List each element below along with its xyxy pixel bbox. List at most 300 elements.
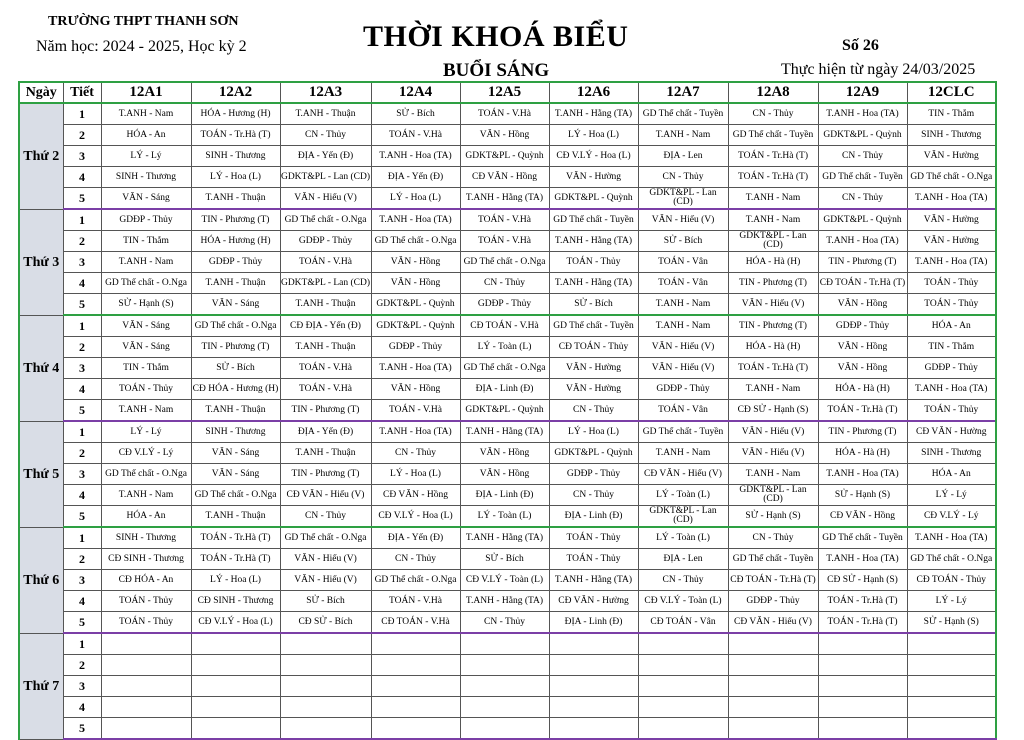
lesson-cell: VĂN - Hường bbox=[907, 231, 996, 252]
lesson-cell: T.ANH - Hoa (TA) bbox=[907, 252, 996, 273]
lesson-cell: VĂN - Sáng bbox=[191, 294, 280, 316]
lesson-cell: CĐ HÓA - An bbox=[101, 570, 191, 591]
lesson-cell: T.ANH - Thuận bbox=[280, 294, 371, 316]
lesson-cell: TOÁN - Thủy bbox=[907, 273, 996, 294]
table-row bbox=[19, 294, 996, 316]
lesson-cell: T.ANH - Nam bbox=[638, 125, 728, 146]
lesson-cell: TOÁN - Tr.Hà (T) bbox=[818, 400, 907, 422]
lesson-cell: T.ANH - Thuận bbox=[191, 506, 280, 528]
table-row bbox=[19, 527, 996, 549]
lesson-cell: CĐ V.LÝ - Lý bbox=[101, 443, 191, 464]
lesson-cell bbox=[818, 633, 907, 655]
lesson-cell: TOÁN - Vân bbox=[638, 400, 728, 422]
lesson-cell: T.ANH - Hằng (TA) bbox=[460, 591, 549, 612]
lesson-cell: GDKT&PL - Quỳnh bbox=[460, 146, 549, 167]
lesson-cell bbox=[549, 718, 638, 740]
lesson-cell bbox=[638, 633, 728, 655]
lesson-cell bbox=[638, 718, 728, 740]
lesson-cell: VĂN - Hường bbox=[907, 146, 996, 167]
lesson-cell: SỬ - Bích bbox=[371, 103, 460, 125]
table-row bbox=[19, 718, 996, 740]
lesson-cell: LÝ - Lý bbox=[101, 421, 191, 443]
lesson-cell: CĐ V.LÝ - Hoa (L) bbox=[371, 506, 460, 528]
lesson-cell: TOÁN - V.Hà bbox=[460, 103, 549, 125]
table-row bbox=[19, 506, 996, 528]
lesson-cell bbox=[549, 633, 638, 655]
day-label: Thứ 3 bbox=[19, 209, 63, 315]
lesson-cell: GDKT&PL - Lan (CD) bbox=[280, 167, 371, 188]
school-year: Năm học: 2024 - 2025, Học kỳ 2 bbox=[36, 38, 247, 55]
lesson-cell: SINH - Thương bbox=[101, 167, 191, 188]
table-row bbox=[19, 421, 996, 443]
table-row bbox=[19, 188, 996, 210]
lesson-cell: TOÁN - Thủy bbox=[549, 252, 638, 273]
lesson-cell: GDKT&PL - Quỳnh bbox=[371, 315, 460, 337]
class-header: 12A3 bbox=[280, 82, 371, 103]
lesson-cell: VĂN - Hồng bbox=[371, 379, 460, 400]
lesson-cell bbox=[818, 655, 907, 676]
lesson-cell: HÓA - Hà (H) bbox=[728, 337, 818, 358]
lesson-cell: GDĐP - Thủy bbox=[638, 379, 728, 400]
lesson-cell: GD Thể chất - Tuyền bbox=[728, 549, 818, 570]
lesson-cell bbox=[728, 718, 818, 740]
lesson-cell bbox=[191, 697, 280, 718]
lesson-cell: HÓA - Hà (H) bbox=[818, 379, 907, 400]
lesson-cell: HÓA - Hương (H) bbox=[191, 231, 280, 252]
lesson-cell: SỬ - Bích bbox=[460, 549, 549, 570]
lesson-cell: TIN - Thắm bbox=[101, 231, 191, 252]
lesson-cell: SỬ - Bích bbox=[280, 591, 371, 612]
lesson-cell: GD Thể chất - O.Nga bbox=[101, 273, 191, 294]
lesson-cell: VĂN - Hiếu (V) bbox=[638, 209, 728, 231]
period-number: 1 bbox=[63, 421, 101, 443]
lesson-cell: T.ANH - Nam bbox=[101, 485, 191, 506]
lesson-cell bbox=[460, 633, 549, 655]
lesson-cell: CN - Thủy bbox=[818, 188, 907, 210]
lesson-cell: CĐ HÓA - Hương (H) bbox=[191, 379, 280, 400]
class-header: 12A4 bbox=[371, 82, 460, 103]
lesson-cell: ĐỊA - Linh (Đ) bbox=[549, 506, 638, 528]
lesson-cell: SỬ - Hạnh (S) bbox=[101, 294, 191, 316]
lesson-cell: VĂN - Hường bbox=[549, 358, 638, 379]
lesson-cell bbox=[549, 676, 638, 697]
lesson-cell: TIN - Thắm bbox=[907, 103, 996, 125]
lesson-cell bbox=[191, 633, 280, 655]
lesson-cell: GDKT&PL - Quỳnh bbox=[818, 209, 907, 231]
lesson-cell: CĐ SỬ - Hạnh (S) bbox=[818, 570, 907, 591]
lesson-cell: T.ANH - Hoa (TA) bbox=[818, 464, 907, 485]
period-number: 4 bbox=[63, 167, 101, 188]
table-row bbox=[19, 443, 996, 464]
lesson-cell: VĂN - Hồng bbox=[371, 252, 460, 273]
lesson-cell bbox=[101, 676, 191, 697]
lesson-cell: CĐ VĂN - Hồng bbox=[818, 506, 907, 528]
lesson-cell: CN - Thủy bbox=[371, 443, 460, 464]
lesson-cell bbox=[460, 676, 549, 697]
lesson-cell: T.ANH - Hằng (TA) bbox=[460, 188, 549, 210]
lesson-cell: TIN - Phương (T) bbox=[818, 421, 907, 443]
lesson-cell: LÝ - Hoa (L) bbox=[371, 188, 460, 210]
lesson-cell bbox=[638, 697, 728, 718]
lesson-cell: VĂN - Hiếu (V) bbox=[280, 188, 371, 210]
lesson-cell bbox=[371, 697, 460, 718]
lesson-cell: VĂN - Sáng bbox=[191, 464, 280, 485]
lesson-cell: CN - Thủy bbox=[549, 485, 638, 506]
period-number: 1 bbox=[63, 209, 101, 231]
lesson-cell: HÓA - Hương (H) bbox=[191, 103, 280, 125]
session-subtitle: BUỔI SÁNG bbox=[443, 60, 550, 81]
lesson-cell: CN - Thủy bbox=[371, 549, 460, 570]
lesson-cell bbox=[460, 655, 549, 676]
lesson-cell bbox=[907, 697, 996, 718]
lesson-cell: GDĐP - Thủy bbox=[280, 231, 371, 252]
table-row bbox=[19, 485, 996, 506]
lesson-cell: VĂN - Hường bbox=[549, 379, 638, 400]
lesson-cell: GD Thể chất - Tuyền bbox=[638, 103, 728, 125]
lesson-cell: LÝ - Hoa (L) bbox=[371, 464, 460, 485]
lesson-cell bbox=[191, 676, 280, 697]
lesson-cell: ĐỊA - Yến (Đ) bbox=[371, 167, 460, 188]
lesson-cell: T.ANH - Thuận bbox=[191, 273, 280, 294]
lesson-cell: GDĐP - Thủy bbox=[549, 464, 638, 485]
lesson-cell: GDKT&PL - Lan (CD) bbox=[638, 188, 728, 210]
lesson-cell: T.ANH - Hoa (TA) bbox=[371, 146, 460, 167]
lesson-cell: SINH - Thương bbox=[907, 443, 996, 464]
lesson-cell: TOÁN - V.Hà bbox=[280, 252, 371, 273]
lesson-cell: VĂN - Sáng bbox=[191, 443, 280, 464]
lesson-cell: HÓA - Hà (H) bbox=[818, 443, 907, 464]
lesson-cell bbox=[728, 676, 818, 697]
table-row bbox=[19, 400, 996, 422]
lesson-cell: SINH - Thương bbox=[101, 527, 191, 549]
table-row bbox=[19, 464, 996, 485]
lesson-cell bbox=[907, 718, 996, 740]
period-number: 3 bbox=[63, 146, 101, 167]
lesson-cell: GD Thể chất - Tuyền bbox=[818, 527, 907, 549]
lesson-cell: TOÁN - Tr.Hà (T) bbox=[191, 527, 280, 549]
lesson-cell: TOÁN - Tr.Hà (T) bbox=[818, 591, 907, 612]
day-label: Thứ 2 bbox=[19, 103, 63, 209]
lesson-cell: CĐ TOÁN - Thủy bbox=[549, 337, 638, 358]
lesson-cell: T.ANH - Hằng (TA) bbox=[460, 527, 549, 549]
period-number: 3 bbox=[63, 464, 101, 485]
lesson-cell: GD Thể chất - O.Nga bbox=[191, 485, 280, 506]
lesson-cell: VĂN - Hồng bbox=[371, 273, 460, 294]
lesson-cell: TOÁN - Tr.Hà (T) bbox=[728, 167, 818, 188]
lesson-cell: TIN - Phương (T) bbox=[818, 252, 907, 273]
class-header: 12A2 bbox=[191, 82, 280, 103]
lesson-cell: VĂN - Hồng bbox=[460, 464, 549, 485]
lesson-cell bbox=[280, 655, 371, 676]
lesson-cell: SỬ - Bích bbox=[191, 358, 280, 379]
lesson-cell: TIN - Thắm bbox=[101, 358, 191, 379]
lesson-cell: TOÁN - Tr.Hà (T) bbox=[191, 125, 280, 146]
lesson-cell: CĐ V.LÝ - Hoa (L) bbox=[191, 612, 280, 634]
lesson-cell: CN - Thủy bbox=[280, 125, 371, 146]
lesson-cell: CN - Thủy bbox=[549, 400, 638, 422]
lesson-cell bbox=[818, 697, 907, 718]
lesson-cell: TOÁN - V.Hà bbox=[280, 358, 371, 379]
lesson-cell: GDKT&PL - Lan (CD) bbox=[728, 485, 818, 506]
class-header: 12A5 bbox=[460, 82, 549, 103]
lesson-cell: T.ANH - Thuận bbox=[191, 400, 280, 422]
lesson-cell bbox=[549, 697, 638, 718]
lesson-cell: ĐỊA - Linh (Đ) bbox=[460, 379, 549, 400]
class-header: 12A1 bbox=[101, 82, 191, 103]
lesson-cell bbox=[549, 655, 638, 676]
lesson-cell bbox=[460, 697, 549, 718]
lesson-cell: GD Thể chất - Tuyền bbox=[638, 421, 728, 443]
table-row bbox=[19, 570, 996, 591]
lesson-cell: GD Thể chất - O.Nga bbox=[460, 358, 549, 379]
class-header: 12A8 bbox=[728, 82, 818, 103]
period-number: 2 bbox=[63, 549, 101, 570]
table-row bbox=[19, 103, 996, 125]
lesson-cell: TOÁN - V.Hà bbox=[460, 209, 549, 231]
lesson-cell: T.ANH - Nam bbox=[728, 188, 818, 210]
table-row bbox=[19, 591, 996, 612]
lesson-cell bbox=[191, 718, 280, 740]
lesson-cell: HÓA - An bbox=[101, 506, 191, 528]
lesson-cell: GD Thể chất - Tuyền bbox=[549, 315, 638, 337]
lesson-cell: CĐ ĐỊA - Yến (Đ) bbox=[280, 315, 371, 337]
period-number: 5 bbox=[63, 718, 101, 740]
lesson-cell: LÝ - Hoa (L) bbox=[191, 570, 280, 591]
lesson-cell: SINH - Thương bbox=[191, 421, 280, 443]
lesson-cell: CN - Thủy bbox=[460, 612, 549, 634]
lesson-cell bbox=[101, 718, 191, 740]
table-row bbox=[19, 209, 996, 231]
lesson-cell bbox=[728, 697, 818, 718]
lesson-cell: LÝ - Hoa (L) bbox=[549, 421, 638, 443]
table-row bbox=[19, 379, 996, 400]
lesson-cell: TIN - Phương (T) bbox=[728, 273, 818, 294]
class-header: 12A6 bbox=[549, 82, 638, 103]
period-number: 5 bbox=[63, 612, 101, 634]
lesson-cell: CĐ VĂN - Hường bbox=[907, 421, 996, 443]
lesson-cell: CN - Thủy bbox=[818, 146, 907, 167]
lesson-cell: VĂN - Hường bbox=[907, 209, 996, 231]
lesson-cell: ĐỊA - Len bbox=[638, 146, 728, 167]
lesson-cell: CN - Thủy bbox=[280, 506, 371, 528]
lesson-cell: GD Thể chất - O.Nga bbox=[280, 527, 371, 549]
period-number: 3 bbox=[63, 570, 101, 591]
lesson-cell: T.ANH - Nam bbox=[101, 400, 191, 422]
lesson-cell: GD Thể chất - O.Nga bbox=[460, 252, 549, 273]
period-number: 3 bbox=[63, 252, 101, 273]
lesson-cell bbox=[818, 676, 907, 697]
lesson-cell: LÝ - Toàn (L) bbox=[460, 506, 549, 528]
lesson-cell: LÝ - Hoa (L) bbox=[549, 125, 638, 146]
lesson-cell: CĐ TOÁN - V.Hà bbox=[371, 612, 460, 634]
table-row bbox=[19, 125, 996, 146]
lesson-cell: GDKT&PL - Quỳnh bbox=[549, 443, 638, 464]
class-header: 12A9 bbox=[818, 82, 907, 103]
lesson-cell bbox=[101, 655, 191, 676]
lesson-cell: GDĐP - Thủy bbox=[101, 209, 191, 231]
lesson-cell: TOÁN - Thủy bbox=[101, 379, 191, 400]
lesson-cell: CĐ SINH - Thương bbox=[101, 549, 191, 570]
lesson-cell: VĂN - Hiếu (V) bbox=[728, 443, 818, 464]
table-row bbox=[19, 315, 996, 337]
page-title: THỜI KHOÁ BIỂU bbox=[363, 20, 629, 53]
lesson-cell: T.ANH - Nam bbox=[101, 252, 191, 273]
lesson-cell: TIN - Phương (T) bbox=[191, 337, 280, 358]
lesson-cell: T.ANH - Nam bbox=[638, 443, 728, 464]
lesson-cell: GD Thể chất - Tuyền bbox=[818, 167, 907, 188]
table-row bbox=[19, 252, 996, 273]
class-header: 12A7 bbox=[638, 82, 728, 103]
lesson-cell: TOÁN - V.Hà bbox=[280, 379, 371, 400]
lesson-cell bbox=[191, 655, 280, 676]
table-row bbox=[19, 612, 996, 634]
period-number: 2 bbox=[63, 443, 101, 464]
lesson-cell: ĐỊA - Yến (Đ) bbox=[371, 527, 460, 549]
lesson-cell: VĂN - Hồng bbox=[818, 358, 907, 379]
lesson-cell bbox=[638, 655, 728, 676]
lesson-cell: VĂN - Hường bbox=[549, 167, 638, 188]
lesson-cell: GDKT&PL - Lan (CD) bbox=[638, 506, 728, 528]
period-number: 4 bbox=[63, 697, 101, 718]
lesson-cell: CĐ SỬ - Bích bbox=[280, 612, 371, 634]
lesson-cell: T.ANH - Nam bbox=[728, 209, 818, 231]
table-row bbox=[19, 231, 996, 252]
lesson-cell: CN - Thủy bbox=[728, 527, 818, 549]
lesson-cell: GDKT&PL - Lan (CD) bbox=[728, 231, 818, 252]
lesson-cell: CĐ V.LÝ - Lý bbox=[907, 506, 996, 528]
lesson-cell: GD Thể chất - O.Nga bbox=[191, 315, 280, 337]
lesson-cell: CĐ VĂN - Hường bbox=[549, 591, 638, 612]
lesson-cell: TOÁN - Thủy bbox=[549, 549, 638, 570]
lesson-cell: TIN - Thắm bbox=[907, 337, 996, 358]
lesson-cell: VĂN - Sáng bbox=[101, 315, 191, 337]
lesson-cell: GD Thể chất - O.Nga bbox=[371, 231, 460, 252]
lesson-cell: TOÁN - V.Hà bbox=[371, 400, 460, 422]
period-number: 5 bbox=[63, 294, 101, 316]
lesson-cell: HÓA - An bbox=[101, 125, 191, 146]
lesson-cell: T.ANH - Thuận bbox=[280, 443, 371, 464]
lesson-cell: LÝ - Toàn (L) bbox=[638, 527, 728, 549]
document-number: Số 26 bbox=[842, 37, 879, 54]
lesson-cell: GDĐP - Thủy bbox=[818, 315, 907, 337]
period-number: 4 bbox=[63, 379, 101, 400]
lesson-cell: GDĐP - Thủy bbox=[371, 337, 460, 358]
lesson-cell bbox=[907, 676, 996, 697]
lesson-cell: ĐỊA - Linh (Đ) bbox=[460, 485, 549, 506]
lesson-cell: ĐỊA - Yến (Đ) bbox=[280, 421, 371, 443]
lesson-cell: LÝ - Hoa (L) bbox=[191, 167, 280, 188]
lesson-cell: GDĐP - Thủy bbox=[191, 252, 280, 273]
day-label: Thứ 7 bbox=[19, 633, 63, 739]
lesson-cell bbox=[907, 655, 996, 676]
lesson-cell: TOÁN - V.Hà bbox=[371, 125, 460, 146]
lesson-cell: T.ANH - Nam bbox=[728, 464, 818, 485]
lesson-cell: T.ANH - Hoa (TA) bbox=[371, 421, 460, 443]
day-label: Thứ 4 bbox=[19, 315, 63, 421]
lesson-cell: LÝ - Lý bbox=[907, 485, 996, 506]
lesson-cell: TIN - Phương (T) bbox=[728, 315, 818, 337]
table-row bbox=[19, 146, 996, 167]
lesson-cell: CĐ TOÁN - Thủy bbox=[907, 570, 996, 591]
lesson-cell: CN - Thủy bbox=[638, 167, 728, 188]
lesson-cell: GD Thể chất - O.Nga bbox=[280, 209, 371, 231]
period-number: 2 bbox=[63, 125, 101, 146]
period-number: 4 bbox=[63, 273, 101, 294]
lesson-cell: GD Thể chất - O.Nga bbox=[907, 167, 996, 188]
lesson-cell: TOÁN - Tr.Hà (T) bbox=[728, 146, 818, 167]
lesson-cell: VĂN - Sáng bbox=[101, 188, 191, 210]
lesson-cell: CĐ TOÁN - Tr.Hà (T) bbox=[728, 570, 818, 591]
lesson-cell: CĐ SỬ - Hạnh (S) bbox=[728, 400, 818, 422]
lesson-cell: TOÁN - Thủy bbox=[907, 400, 996, 422]
lesson-cell: T.ANH - Hằng (TA) bbox=[549, 103, 638, 125]
lesson-cell bbox=[907, 633, 996, 655]
period-number: 5 bbox=[63, 506, 101, 528]
lesson-cell: T.ANH - Hoa (TA) bbox=[907, 379, 996, 400]
lesson-cell bbox=[280, 697, 371, 718]
table-row bbox=[19, 358, 996, 379]
lesson-cell: CĐ VĂN - Hồng bbox=[460, 167, 549, 188]
lesson-cell: LÝ - Toàn (L) bbox=[460, 337, 549, 358]
table-row bbox=[19, 633, 996, 655]
lesson-cell bbox=[818, 718, 907, 740]
lesson-cell: VĂN - Hiếu (V) bbox=[728, 294, 818, 316]
lesson-cell: GDKT&PL - Quỳnh bbox=[460, 400, 549, 422]
lesson-cell bbox=[280, 676, 371, 697]
period-number: 2 bbox=[63, 655, 101, 676]
lesson-cell: CĐ TOÁN - Tr.Hà (T) bbox=[818, 273, 907, 294]
lesson-cell bbox=[371, 655, 460, 676]
lesson-cell: VĂN - Hồng bbox=[460, 443, 549, 464]
lesson-cell: TOÁN - Tr.Hà (T) bbox=[728, 358, 818, 379]
lesson-cell: HÓA - Hà (H) bbox=[728, 252, 818, 273]
period-number: 2 bbox=[63, 337, 101, 358]
lesson-cell: CĐ V.LÝ - Toàn (L) bbox=[638, 591, 728, 612]
lesson-cell: T.ANH - Hằng (TA) bbox=[549, 273, 638, 294]
lesson-cell: CN - Thủy bbox=[460, 273, 549, 294]
lesson-cell: VĂN - Hiếu (V) bbox=[728, 421, 818, 443]
lesson-cell: T.ANH - Nam bbox=[638, 315, 728, 337]
table-row bbox=[19, 167, 996, 188]
table-row bbox=[19, 273, 996, 294]
lesson-cell: CĐ V.LÝ - Toàn (L) bbox=[460, 570, 549, 591]
lesson-cell: TOÁN - Thủy bbox=[101, 612, 191, 634]
lesson-cell: LÝ - Lý bbox=[101, 146, 191, 167]
lesson-cell: T.ANH - Hoa (TA) bbox=[907, 188, 996, 210]
lesson-cell: T.ANH - Hoa (TA) bbox=[818, 549, 907, 570]
lesson-cell: ĐỊA - Linh (Đ) bbox=[549, 612, 638, 634]
table-row bbox=[19, 549, 996, 570]
lesson-cell: CN - Thủy bbox=[728, 103, 818, 125]
lesson-cell: SỬ - Bích bbox=[549, 294, 638, 316]
document-header bbox=[0, 0, 1024, 82]
lesson-cell: T.ANH - Nam bbox=[101, 103, 191, 125]
lesson-cell bbox=[101, 633, 191, 655]
lesson-cell: SỬ - Hạnh (S) bbox=[907, 612, 996, 634]
lesson-cell: VĂN - Hiếu (V) bbox=[280, 549, 371, 570]
lesson-cell: GD Thể chất - O.Nga bbox=[371, 570, 460, 591]
lesson-cell: CĐ VĂN - Hiếu (V) bbox=[728, 612, 818, 634]
lesson-cell: CĐ VĂN - Hồng bbox=[371, 485, 460, 506]
lesson-cell: SỬ - Hạnh (S) bbox=[728, 506, 818, 528]
lesson-cell: T.ANH - Hằng (TA) bbox=[549, 231, 638, 252]
lesson-cell: GDĐP - Thủy bbox=[907, 358, 996, 379]
lesson-cell: T.ANH - Thuận bbox=[191, 188, 280, 210]
lesson-cell: VĂN - Sáng bbox=[101, 337, 191, 358]
lesson-cell: TOÁN - Thủy bbox=[907, 294, 996, 316]
lesson-cell: TOÁN - Vân bbox=[638, 273, 728, 294]
lesson-cell bbox=[728, 633, 818, 655]
